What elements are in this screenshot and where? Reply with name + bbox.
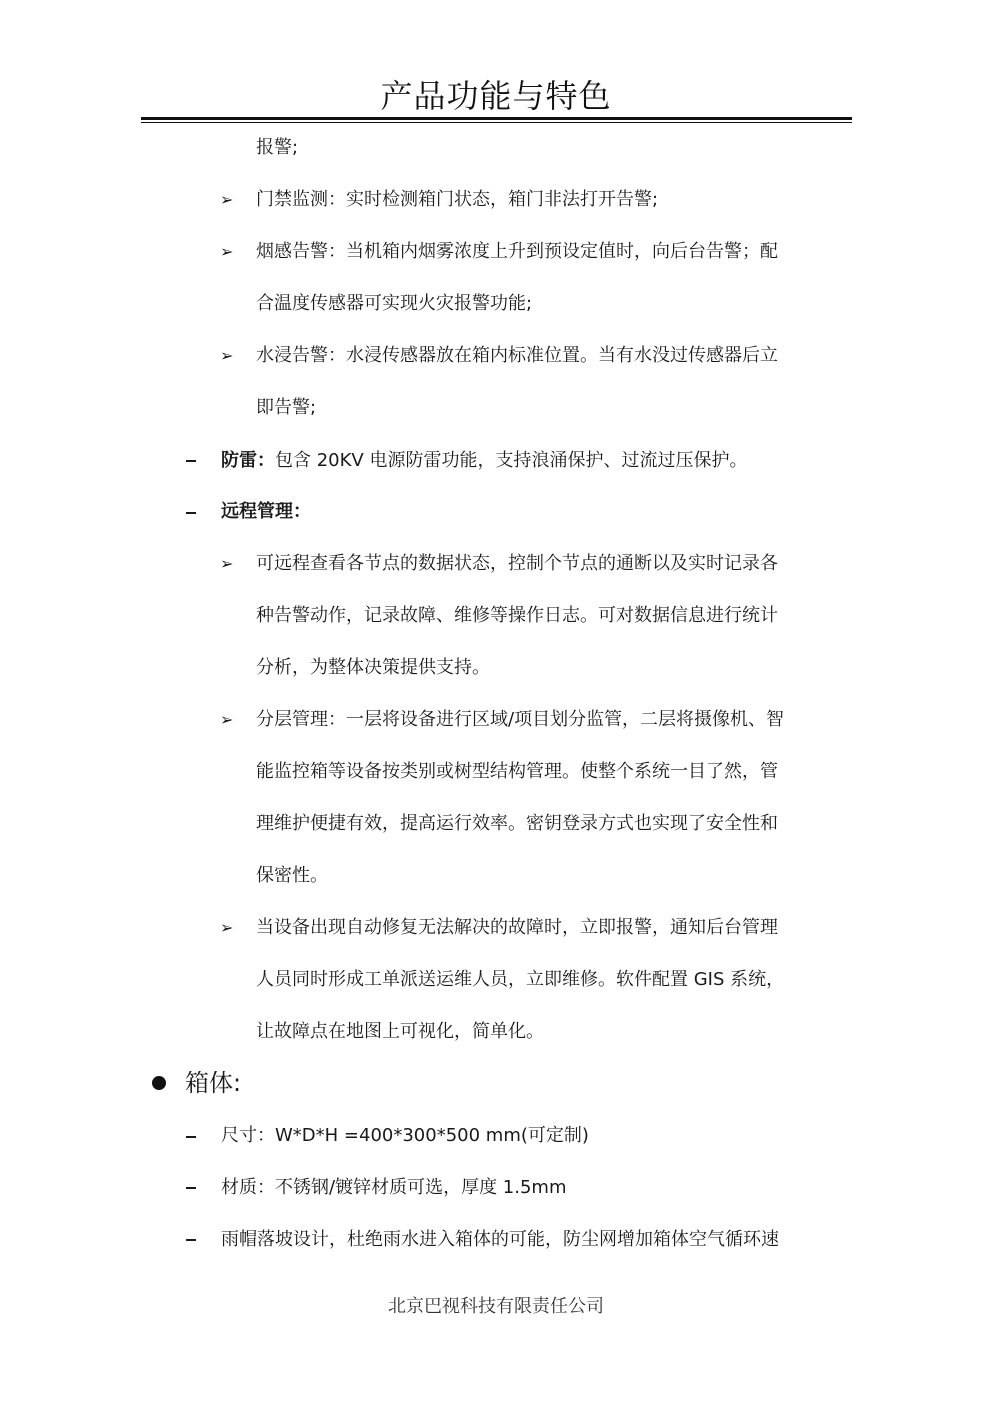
arrow-bullet-icon: ➢ xyxy=(220,346,234,365)
arrow-bullet-icon: ➢ xyxy=(220,190,234,209)
dash-bullet-icon xyxy=(186,512,196,514)
remote-item-3-line-2: 人员同时形成工单派送运维人员，立即维修。软件配置 GIS 系统， xyxy=(256,969,785,990)
box-material-text: 材质：不锈钢/镀锌材质可选，厚度 1.5mm xyxy=(221,1177,567,1198)
smoke-alarm-text-2: 合温度传感器可实现火灾报警功能; xyxy=(256,293,533,314)
arrow-bullet-icon: ➢ xyxy=(220,554,234,573)
box-heading: 箱体: xyxy=(185,1069,242,1097)
dash-bullet-icon xyxy=(186,1187,196,1189)
remote-item-3-line-3: 让故障点在地图上可视化，简单化。 xyxy=(256,1021,544,1042)
remote-item-1-line-1: 可远程查看各节点的数据状态，控制个节点的通断以及实时记录各 xyxy=(256,553,778,574)
arrow-bullet-icon: ➢ xyxy=(220,242,234,261)
dash-bullet-icon xyxy=(186,1136,196,1138)
remote-item-1-line-3: 分析，为整体决策提供支持。 xyxy=(256,657,490,678)
lightning-text: 包含 20KV 电源防雷功能，支持浪涌保护、过流过压保护。 xyxy=(275,450,748,471)
door-monitoring-text: 门禁监测：实时检测箱门状态，箱门非法打开告警; xyxy=(256,189,659,210)
remote-item-2-line-3: 理维护便捷有效，提高运行效率。密钥登录方式也实现了安全性和 xyxy=(256,813,778,834)
box-rain-text: 雨帽落坡设计，杜绝雨水进入箱体的可能，防尘网增加箱体空气循环速 xyxy=(221,1229,779,1250)
arrow-bullet-icon: ➢ xyxy=(220,710,234,729)
lightning-label: 防雷： xyxy=(221,450,275,471)
page-title: 产品功能与特色 xyxy=(380,77,612,115)
water-alarm-text-1: 水浸告警：水浸传感器放在箱内标准位置。当有水没过传感器后立 xyxy=(256,345,778,366)
remote-item-1-line-2: 种告警动作，记录故障、维修等操作日志。可对数据信息进行统计 xyxy=(256,605,778,626)
box-size-text: 尺寸：W*D*H =400*300*500 mm(可定制) xyxy=(221,1125,589,1146)
dot-bullet-icon xyxy=(152,1076,166,1090)
smoke-alarm-text-1: 烟感告警：当机箱内烟雾浓度上升到预设定值时，向后台告警；配 xyxy=(256,241,778,262)
remote-item-3-line-1: 当设备出现自动修复无法解决的故障时，立即报警，通知后台管理 xyxy=(256,917,778,938)
paragraph-continuation: 报警; xyxy=(256,137,299,158)
arrow-bullet-icon: ➢ xyxy=(220,918,234,937)
dash-bullet-icon xyxy=(186,1239,196,1241)
lightning-item xyxy=(221,449,747,473)
remote-management-label: 远程管理： xyxy=(221,501,311,522)
remote-item-2-line-4: 保密性。 xyxy=(256,865,328,886)
dash-bullet-icon xyxy=(186,460,196,462)
water-alarm-text-2: 即告警; xyxy=(256,397,317,418)
footer-company: 北京巴视科技有限责任公司 xyxy=(388,1296,604,1317)
remote-item-2-line-2: 能监控箱等设备按类别或树型结构管理。使整个系统一目了然，管 xyxy=(256,761,778,782)
header-rule-thin xyxy=(141,122,852,123)
remote-item-2-line-1: 分层管理：一层将设备进行区域/项目划分监管，二层将摄像机、智 xyxy=(256,709,785,730)
header-rule-thick xyxy=(141,117,852,120)
